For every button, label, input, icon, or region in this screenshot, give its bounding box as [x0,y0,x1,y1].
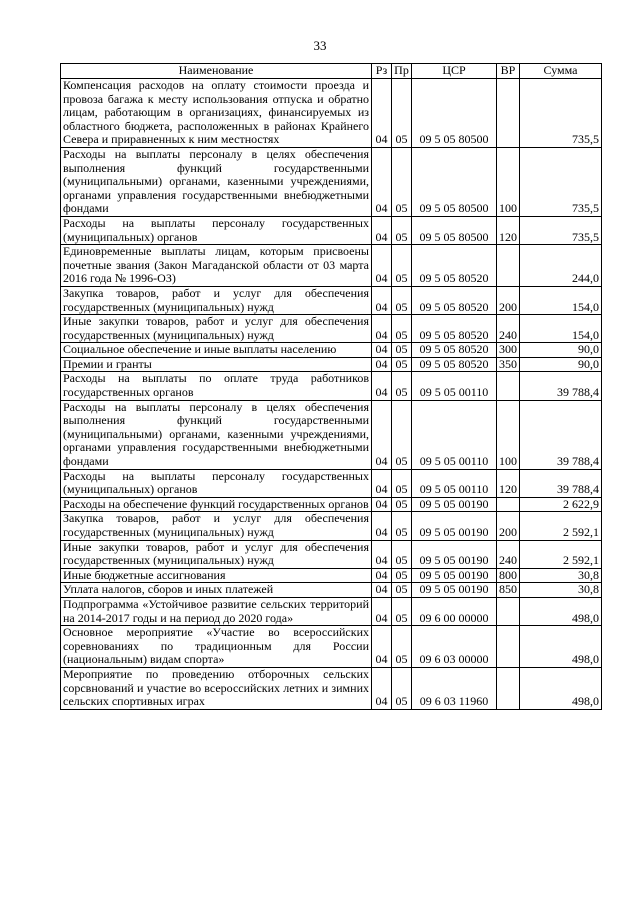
row-rz: 04 [372,626,392,668]
row-sum: 90,0 [520,343,602,358]
row-rz: 04 [372,216,392,244]
row-rz: 04 [372,469,392,497]
row-rz: 04 [372,497,392,512]
row-name: Подпрограмма «Устойчивое развитие сельских территорий на 2014-2017 годы и на период до 2020 года» [61,597,372,625]
table-row [61,372,602,400]
row-vr: 200 [497,512,520,540]
row-pr: 05 [392,372,412,400]
row-name: Расходы на выплаты персоналу государственных (муниципальных) органов [61,216,372,244]
row-name: Основное мероприятие «Участие во всероссийских соревнованиях по традиционным для России (национальным) видам спорта» [61,626,372,668]
row-sum: 39 788,4 [520,372,602,400]
row-vr: 100 [497,400,520,469]
table-row [61,626,602,668]
row-pr: 05 [392,469,412,497]
row-rz: 04 [372,315,392,343]
row-vr: 300 [497,343,520,358]
page-number: 33 [313,38,327,53]
row-sum: 2 592,1 [520,540,602,568]
row-rz: 04 [372,667,392,709]
table-row [61,568,602,583]
table-row [61,216,602,244]
row-name: Иные закупки товаров, работ и услуг для обеспечения государственных (муниципальных) нужд [61,540,372,568]
row-rz: 04 [372,540,392,568]
row-sum: 39 788,4 [520,469,602,497]
row-name: Премии и гранты [61,357,372,372]
row-csr: 09 5 05 80500 [412,147,497,216]
row-vr [497,626,520,668]
row-name: Расходы на обеспечение функций государственных органов [61,497,372,512]
row-vr: 120 [497,216,520,244]
row-csr: 09 5 05 80520 [412,245,497,287]
row-name: Иные бюджетные ассигнования [61,568,372,583]
row-csr: 09 5 05 80520 [412,343,497,358]
table-row [61,400,602,469]
row-rz: 04 [372,372,392,400]
column-header-csr: ЦСР [412,64,497,79]
row-name: Мероприятие по проведению отборочных сельских сорсвнований и участие во всероссийских летних и зимних сельских спортивных играх [61,667,372,709]
row-csr: 09 5 05 00190 [412,512,497,540]
budget-table [60,63,602,710]
row-sum: 735,5 [520,147,602,216]
row-vr: 200 [497,286,520,314]
table-row [61,597,602,625]
row-name: Расходы на выплаты персоналу в целях обеспечения выполнения функций государственными (муниципальными) органами, казенными учреждениями, органами управления государственными внебюджетными фондами [61,147,372,216]
row-pr: 05 [392,286,412,314]
row-name: Расходы на выплаты персоналу государственных (муниципальных) органов [61,469,372,497]
row-rz: 04 [372,400,392,469]
row-vr: 100 [497,147,520,216]
row-rz: 04 [372,512,392,540]
table-row [61,286,602,314]
row-pr: 05 [392,667,412,709]
row-vr [497,667,520,709]
row-csr: 09 5 05 00190 [412,568,497,583]
row-pr: 05 [392,626,412,668]
row-sum: 39 788,4 [520,400,602,469]
column-header-sum: Сумма [520,64,602,79]
row-pr: 05 [392,79,412,148]
row-rz: 04 [372,597,392,625]
column-header-name: Наименование [61,64,372,79]
row-csr: 09 5 05 80500 [412,216,497,244]
row-name: Уплата налогов, сборов и иных платежей [61,583,372,598]
row-sum: 154,0 [520,315,602,343]
table-row [61,79,602,148]
row-vr: 240 [497,315,520,343]
row-rz: 04 [372,343,392,358]
row-vr: 800 [497,568,520,583]
row-pr: 05 [392,216,412,244]
row-csr: 09 5 05 00190 [412,540,497,568]
row-pr: 05 [392,245,412,287]
row-vr: 240 [497,540,520,568]
row-csr: 09 5 05 80520 [412,315,497,343]
row-name: Иные закупки товаров, работ и услуг для обеспечения государственных (муниципальных) нужд [61,315,372,343]
row-name: Расходы на выплаты персоналу в целях обеспечения выполнения функций государственными (муниципальными) органами, казенными учреждениями, органами управления государственными внебюджетными фондами [61,400,372,469]
table-row [61,357,602,372]
row-csr: 09 5 05 00190 [412,583,497,598]
row-rz: 04 [372,357,392,372]
row-pr: 05 [392,583,412,598]
row-vr [497,79,520,148]
row-vr: 120 [497,469,520,497]
row-csr: 09 5 05 00110 [412,469,497,497]
row-sum: 735,5 [520,79,602,148]
row-sum: 2 622,9 [520,497,602,512]
row-pr: 05 [392,400,412,469]
row-pr: 05 [392,512,412,540]
row-vr [497,372,520,400]
row-vr: 350 [497,357,520,372]
table-row [61,315,602,343]
table-row [61,245,602,287]
row-rz: 04 [372,147,392,216]
row-csr: 09 6 03 00000 [412,626,497,668]
row-csr: 09 5 05 00110 [412,400,497,469]
column-header-rz: Рз [372,64,392,79]
row-rz: 04 [372,79,392,148]
row-sum: 90,0 [520,357,602,372]
row-sum: 154,0 [520,286,602,314]
row-name: Закупка товаров, работ и услуг для обеспечения государственных (муниципальных) нужд [61,512,372,540]
table-row [61,512,602,540]
row-vr [497,245,520,287]
row-pr: 05 [392,147,412,216]
row-sum: 498,0 [520,626,602,668]
table-row [61,667,602,709]
row-name: Закупка товаров, работ и услуг для обеспечения государственных (муниципальных) нужд [61,286,372,314]
row-sum: 498,0 [520,667,602,709]
row-sum: 30,8 [520,568,602,583]
row-name: Расходы на выплаты по оплате труда работников государственных органов [61,372,372,400]
row-pr: 05 [392,315,412,343]
row-name: Социальное обеспечение и иные выплаты населению [61,343,372,358]
row-vr: 850 [497,583,520,598]
table-row [61,147,602,216]
row-csr: 09 5 05 80520 [412,357,497,372]
table-row [61,497,602,512]
row-rz: 04 [372,568,392,583]
row-rz: 04 [372,245,392,287]
table-row [61,540,602,568]
column-header-vr: ВР [497,64,520,79]
row-vr [497,497,520,512]
row-csr: 09 5 05 80500 [412,79,497,148]
row-csr: 09 6 03 11960 [412,667,497,709]
row-pr: 05 [392,540,412,568]
table-row [61,469,602,497]
table-body [61,79,602,710]
row-rz: 04 [372,583,392,598]
row-name: Единовременные выплаты лицам, которым присвоены почетные звания (Закон Магаданской области от 03 марта 2016 года № 1996-ОЗ) [61,245,372,287]
row-pr: 05 [392,343,412,358]
row-csr: 09 5 05 00190 [412,497,497,512]
row-csr: 09 6 00 00000 [412,597,497,625]
table-row [61,343,602,358]
row-pr: 05 [392,357,412,372]
row-csr: 09 5 05 80520 [412,286,497,314]
row-pr: 05 [392,568,412,583]
row-pr: 05 [392,597,412,625]
table-header-row [61,64,602,79]
column-header-pr: Пр [392,64,412,79]
row-sum: 498,0 [520,597,602,625]
row-sum: 735,5 [520,216,602,244]
row-name: Компенсация расходов на оплату стоимости проезда и провоза багажа к месту использования отпуска и обратно лицам, работающим в организациях, финансируемых из областного бюджета, расположенных в районах Крайнего Севера и приравненных к ним местностях [61,79,372,148]
row-pr: 05 [392,497,412,512]
row-sum: 244,0 [520,245,602,287]
row-rz: 04 [372,286,392,314]
row-sum: 2 592,1 [520,512,602,540]
row-sum: 30,8 [520,583,602,598]
table-row [61,583,602,598]
row-csr: 09 5 05 00110 [412,372,497,400]
row-vr [497,597,520,625]
